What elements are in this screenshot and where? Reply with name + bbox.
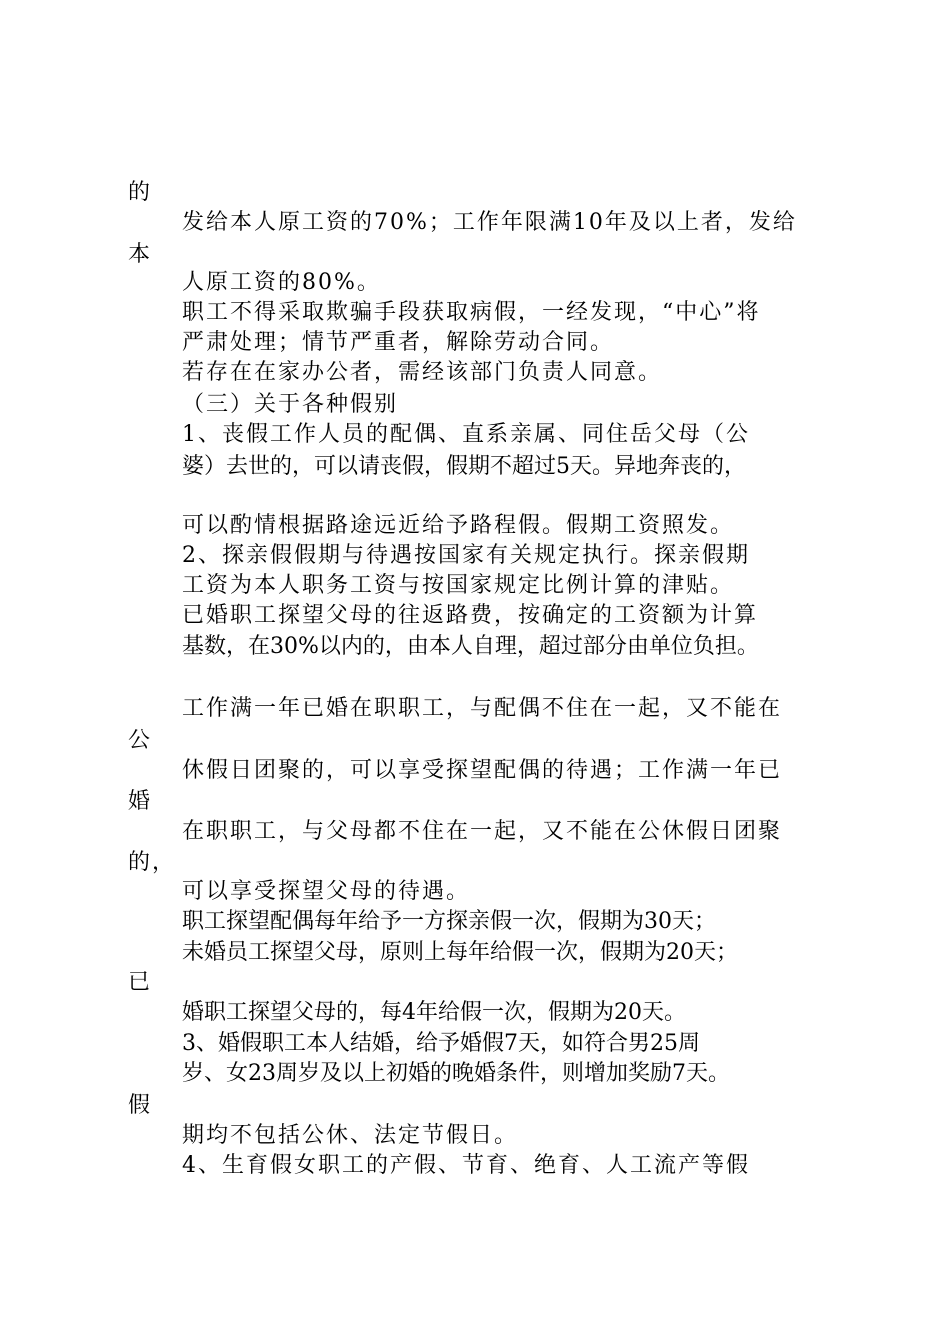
text-line: 期均不包括公休、法定节假日。 [182, 1123, 519, 1148]
text-line: 基数，在30%以内的，由本人自理，超过部分由单位负担。 [182, 634, 759, 659]
text-line: 的， [128, 850, 177, 875]
text-line: 1、丧假工作人员的配偶、直系亲属、同住岳父母（公 [182, 422, 750, 447]
text-line: 工作满一年已婚在职职工，与配偶不住在一起，又不能在 [182, 696, 783, 721]
text-line: 在职职工，与父母都不住在一起，又不能在公休假日团聚 [182, 819, 783, 844]
text-line: 严肃处理；情节严重者，解除劳动合同。 [182, 330, 615, 355]
text-line: 职工不得采取欺骗手段获取病假，一经发现，“中心”将 [182, 300, 761, 325]
text-line: 工资为本人职务工资与按国家规定比例计算的津贴。 [182, 573, 735, 598]
text-line: 4、生育假女职工的产假、节育、绝育、人工流产等假 [182, 1153, 750, 1178]
text-line: 假 [128, 1093, 153, 1118]
text-line: 婚 [128, 789, 153, 814]
text-line: 职工探望配偶每年给予一方探亲假一次，假期为30天； [182, 909, 716, 934]
text-line: 已婚职工探望父母的往返路费，按确定的工资额为计算 [182, 603, 759, 628]
text-line: 公 [128, 728, 153, 753]
text-line: 可以酌情根据路途远近给予路程假。假期工资照发。 [182, 513, 735, 538]
text-line: 婆）去世的，可以请丧假，假期不超过5天。异地奔丧的， [182, 454, 746, 479]
text-line: 休假日团聚的，可以享受探望配偶的待遇；工作满一年已 [182, 758, 783, 783]
section-heading: （三）关于各种假别 [182, 392, 399, 417]
text-line: 2、探亲假假期与待遇按国家有关规定执行。探亲假期 [182, 543, 750, 568]
text-line: 岁、女23周岁及以上初婚的晚婚条件，则增加奖励7天。 [182, 1061, 730, 1086]
text-line: 的 [128, 180, 153, 205]
text-line: 可以享受探望父母的待遇。 [182, 879, 471, 904]
text-line: 本 [128, 242, 153, 267]
text-line: 已 [128, 970, 153, 995]
text-line: 3、婚假职工本人结婚，给予婚假7天，如符合男25周 [182, 1031, 700, 1056]
text-line: 未婚员工探望父母，原则上每年给假一次，假期为20天； [182, 940, 738, 965]
text-line: 若存在在家办公者，需经该部门负责人同意。 [182, 360, 663, 385]
text-line: 人原工资的80%。 [182, 270, 381, 295]
text-line: 发给本人原工资的70%；工作年限满10年及以上者，发给 [182, 210, 797, 235]
text-line: 婚职工探望父母的，每4年给假一次，假期为20天。 [182, 1000, 686, 1025]
